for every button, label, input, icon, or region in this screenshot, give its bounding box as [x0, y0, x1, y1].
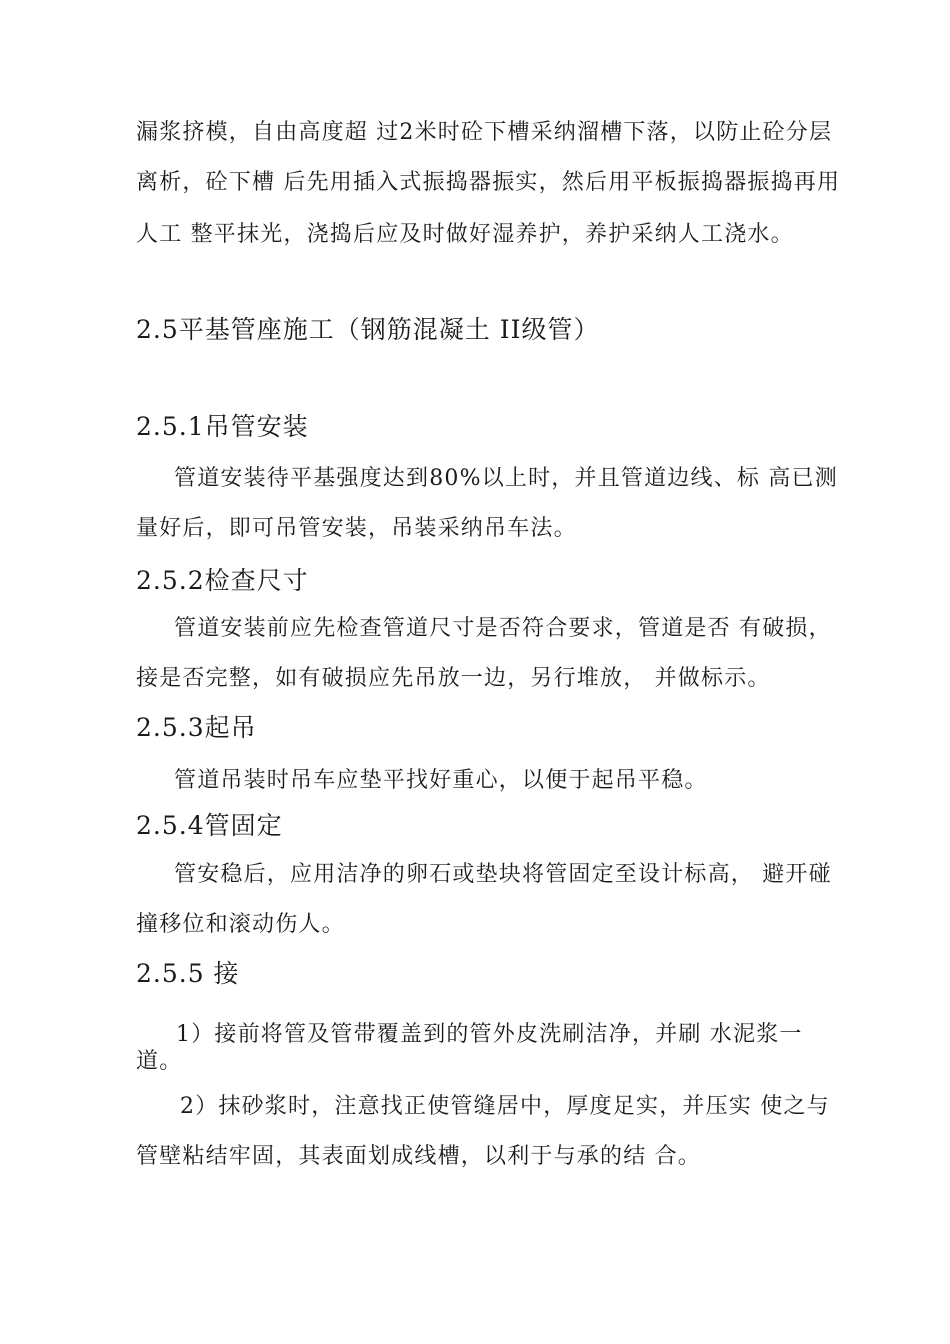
paragraph-line: 道。: [136, 1049, 183, 1074]
paragraph-line: 管壁粘结牢固，其表面划成线槽，以利于与承的结 合。: [136, 1144, 701, 1169]
paragraph-line: 撞移位和滚动伤人。: [136, 912, 345, 937]
paragraph-line: 管安稳后，应用洁净的卵石或垫块将管固定至设计标高， 避开碰: [174, 862, 832, 887]
section-heading-2-5-3: 2.5.3起吊: [136, 713, 257, 742]
paragraph-line: 量好后，即可吊管安装，吊装采纳吊车法。: [136, 516, 577, 541]
section-heading-2-5-1: 2.5.1吊管安装: [136, 412, 309, 441]
paragraph-line: 管道安装前应先检查管道尺寸是否符合要求，管道是否 有破损，: [174, 616, 832, 641]
paragraph-line: 离析，砼下槽 后先用插入式振捣器振实，然后用平板振捣器振捣再用: [136, 170, 841, 195]
paragraph-line: 2）抹砂浆时，注意找正使管缝居中，厚度足实，并压实 使之与: [180, 1094, 830, 1119]
section-heading-2-5-4: 2.5.4管固定: [136, 811, 283, 840]
paragraph-line: 1）接前将管及管带覆盖到的管外皮洗刷洁净，并刷 水泥浆一: [176, 1022, 803, 1047]
paragraph-line: 漏浆挤模，自由高度超 过2米时砼下槽采纳溜槽下落，以防止砼分层: [136, 120, 833, 145]
section-heading-2-5-5: 2.5.5 接: [136, 959, 240, 988]
section-heading-2-5: 2.5平基管座施工（钢筋混凝土 II级管）: [136, 315, 600, 344]
paragraph-line: 接是否完整，如有破损应先吊放一边，另行堆放， 并做标示。: [136, 666, 771, 691]
paragraph-line: 管道吊装时吊车应垫平找好重心，以便于起吊平稳。: [174, 768, 708, 793]
section-heading-2-5-2: 2.5.2检查尺寸: [136, 566, 309, 595]
paragraph-line: 人工 整平抹光，浇捣后应及时做好湿养护，养护采纳人工浇水。: [136, 222, 794, 247]
paragraph-line: 管道安装待平基强度达到80%以上时，并且管道边线、标 高已测: [174, 466, 838, 491]
